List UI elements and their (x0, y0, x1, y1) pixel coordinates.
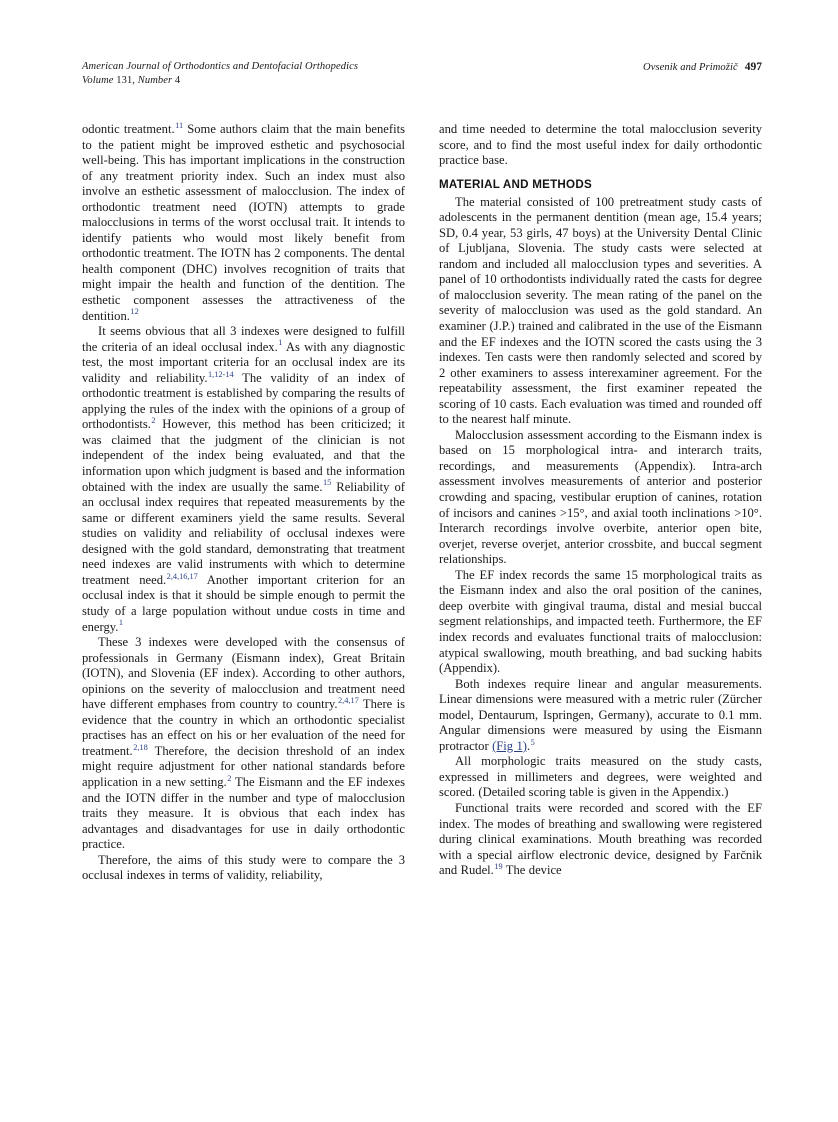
running-head-authors: Ovsenik and Primožič (643, 62, 738, 73)
journal-name: American Journal of Orthodontics and Dentofacial Orthopedics (82, 61, 359, 72)
running-head-journal (82, 60, 358, 88)
para-odontic-treatment (82, 122, 405, 324)
reference-superscript[interactable]: 2 (151, 416, 156, 426)
body-text: Another important criterion for an occlusal index is that it should be simple enough to permit the study of a large population without undue costs in time and energy. (82, 572, 405, 634)
body-text: As with any diagnostic test, the most important criteria for an occlusal index are its validity and reliability. (82, 339, 405, 385)
body-text: It seems obvious that all 3 indexes were designed to fulfill the criteria of an ideal occlusal index. (82, 324, 405, 354)
running-head-authors-page (643, 60, 762, 75)
body-text: However, this method has been criticized; it was claimed that the judgment of the clinician is not independent of the index being evaluated, and that the information upon which judgment is based and the information obtained with the index are usually the same. (82, 417, 405, 494)
body-text: Therefore, the aims of this study were to compare the 3 occlusal indexes in terms of validity, reliability, (82, 852, 405, 883)
body-text: All morphologic traits measured on the study casts, expressed in millimeters and degrees, were weighted and scored. (Detailed scoring table is given in the Appendix.) (439, 754, 762, 800)
reference-superscript[interactable]: 2 (227, 773, 232, 783)
number-value: 4 (172, 75, 181, 86)
volume-label: Volume (82, 75, 114, 86)
para-all-morphologic-traits (439, 754, 762, 801)
page-number: 497 (744, 61, 762, 73)
para-ef-index-records (439, 568, 762, 677)
body-text: There is evidence that the country in which an orthodontic specialist practises has an effect on his or her evaluation of the need for treatment. (82, 697, 406, 758)
running-head (82, 60, 762, 94)
body-text: The device (502, 863, 562, 878)
body-text: The material consisted of 100 pretreatment study casts of adolescents in the permanent dentition (mean age, 15.4 years; SD, 0.4 year, 53 girls, 47 boys) at the University Dental Clinic of Ljubljana, Slovenia. The study casts were selected at random and included all malocclusion types and severities. A panel of 10 orthodontists individually rated the casts for degree of malocclusion severity. The mean rating of the panel on the severity of malocclusion was used as the gold standard. An examiner (J.P.) trained and calibrated in the use of the Eismann and the EF indexes and the IOTN scored the casts using the 3 indexes. Ten casts were then randomly selected and scored by 2 other examiners to assess interexaminer agreement. For the repeatability assessment, the first examiner repeated the scoring of 10 casts. Each evaluation was timed and rounded off to the nearest half minute. (439, 194, 762, 427)
left-column (82, 122, 405, 884)
para-eismann-assessment (439, 428, 762, 568)
body-text: Both indexes require linear and angular measurements. Linear dimensions were measured with a metric ruler (Zürcher model, Dentaurum, Ispringen, Germany), accurate to 0.1 mm. Angular dimensions were measured by using the Eismann protractor (439, 676, 762, 753)
number-label: Number (137, 75, 173, 86)
para-functional-traits (439, 801, 762, 879)
reference-superscript[interactable]: 1,12-14 (208, 369, 234, 379)
body-text: odontic treatment. (82, 122, 175, 136)
volume-issue-line (82, 74, 358, 88)
body-text: Therefore, the decision threshold of an index might require adjustment for other national standards before application in a new setting. (82, 743, 405, 789)
reference-superscript[interactable]: 1 (118, 618, 124, 628)
body-text: . (526, 738, 531, 753)
para-aims-of-study (82, 853, 405, 884)
reference-superscript[interactable]: 1 (278, 338, 283, 348)
reference-superscript[interactable]: 19 (494, 861, 503, 871)
section-heading-material-and-methods: MATERIAL AND METHODS (439, 178, 592, 192)
body-text: and time needed to determine the total malocclusion severity score, and to find the most useful index for daily orthodontic practice base. (439, 122, 762, 168)
para-three-indexes-consensus (82, 635, 405, 853)
para-time-needed (439, 122, 762, 169)
body-text: These 3 indexes were developed with the consensus of professionals in Germany (Eismann index), Great Britain (IOTN), and Slovenia (EF index). According to other authors, opinions on the severity of malocclusion and treatment need have different emphases from country to country. (82, 635, 405, 712)
body-text: The validity of an index of orthodontic treatment is established by comparing the results of applying the rules of the index with the opinions of a group of orthodontists. (82, 370, 405, 432)
reference-superscript[interactable]: 2,18 (133, 742, 148, 752)
body-text: Functional traits were recorded and scored with the EF index. The modes of breathing and swallowing were registered during clinical examinations. Mouth breathing was recorded with a special airflow electronic device, designed by Farčnik and Rudel. (439, 800, 762, 878)
figure-link[interactable]: (Fig 1) (492, 738, 527, 753)
para-material-consisted (439, 195, 762, 428)
para-ideal-occlusal-index (82, 324, 405, 635)
body-text: The Eismann and the EF indexes and the IOTN differ in the number and type of malocclusion traits they measure. It is obvious that each index has advantages and disadvantages for use in daily orthodontic practice. (82, 774, 405, 852)
reference-superscript[interactable]: 2,4,16,17 (166, 571, 198, 581)
reference-superscript[interactable]: 2,4,17 (338, 696, 359, 706)
right-column (439, 122, 762, 879)
volume-value: 131, (113, 75, 138, 86)
para-both-indexes-require (439, 677, 762, 755)
body-text: Malocclusion assessment according to the Eismann index is based on 15 morphological intra- and interarch traits, recordings, and measurements (Appendix). Intra-arch assessment involves measurements of anterior and posterior crowding and spacing, vestibular eruption of canines, rotation of incisors and canines >15°, and axial tooth inclinations >10°. Interarch recordings involve overbite, anterior open bite, overjet, reverse overjet, anterior crossbite, and buccal segment relationships. (439, 427, 762, 567)
reference-superscript[interactable]: 11 (175, 120, 184, 130)
body-text: Reliability of an occlusal index requires that repeated measurements by the same or different examiners yield the same results. Several studies on validity and reliability of occlusal indexes were designed with the gold standard, demonstrating that treatment need indexes are valid instruments with which to determine treatment need. (82, 479, 405, 587)
reference-superscript[interactable]: 12 (130, 307, 139, 317)
body-text: Some authors claim that the main benefits to the patient might be improved esthetic and psychosocial well-being. This has important implications in the construction of any treatment priority index. Such an index must also involve an esthetic assessment of malocclusion. The index of orthodontic treatment need (IOTN) attempts to grade malocclusions in terms of the worst occlusal trait. It intends to identify patients who would most likely benefit from orthodontic treatment. The IOTN has 2 components. The dental health component (DHC) involves recognition of traits that might impair the health and function of the dentition. The esthetic component assesses the attractiveness of the dentition. (82, 122, 405, 323)
reference-superscript[interactable]: 15 (322, 478, 332, 488)
reference-superscript[interactable]: 5 (530, 737, 535, 747)
body-text: The EF index records the same 15 morphological traits as the Eismann index and also the oral position of the canines, deep overbite with gingival trauma, distal and mesial buccal segment relationships, and impacted teeth. Furthermore, the EF index records and evaluates functional traits of malocclusion: atypical swallowing, mouth breathing, and bad sucking habits (Appendix). (439, 567, 762, 676)
